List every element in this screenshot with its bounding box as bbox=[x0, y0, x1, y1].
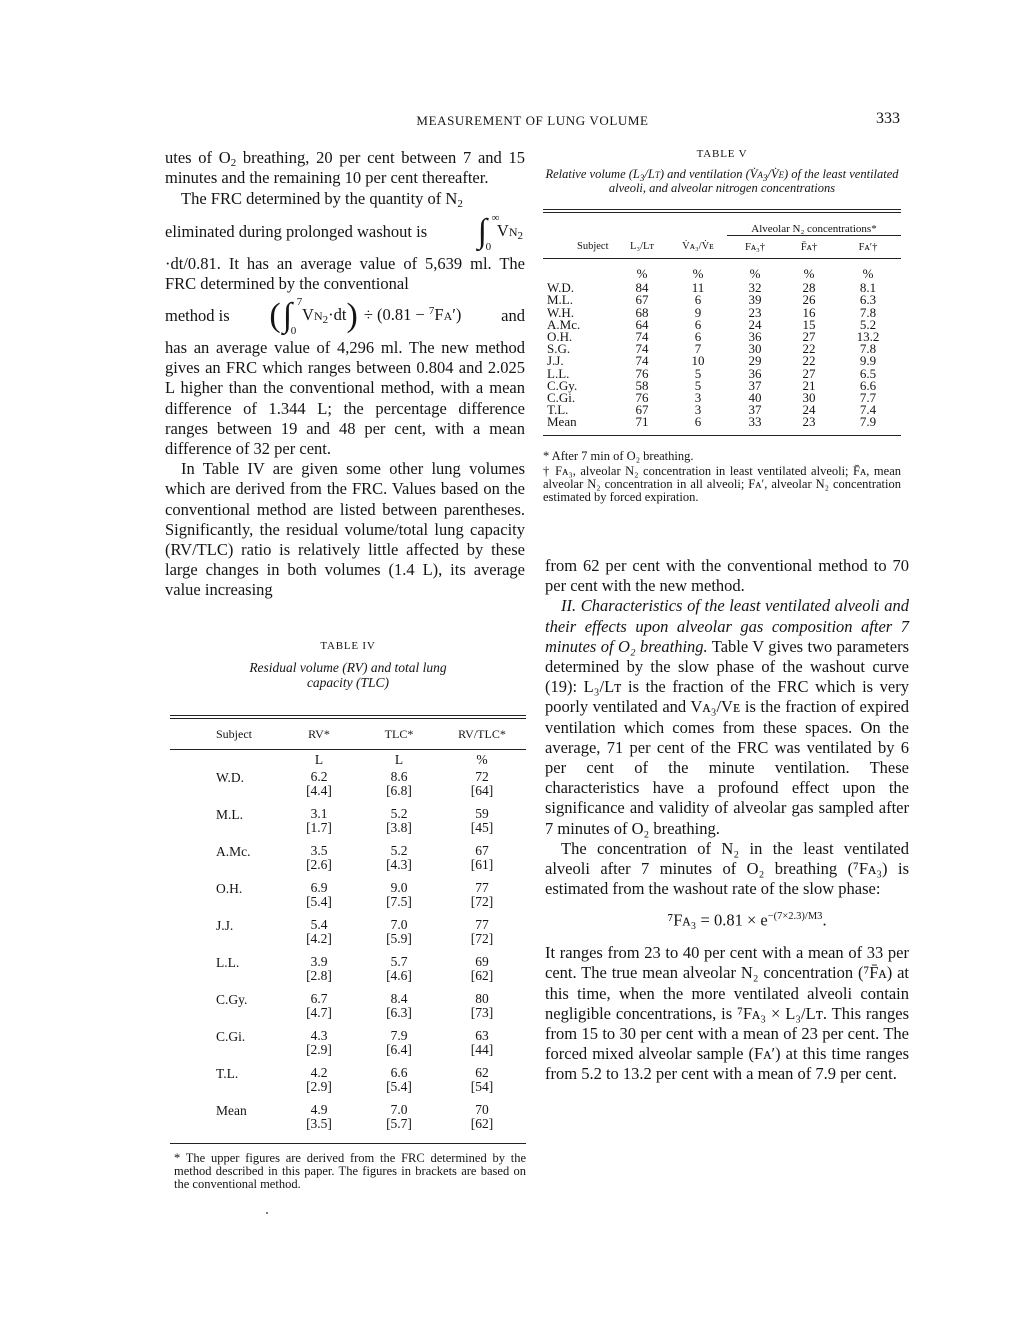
row-subject: J.J. bbox=[216, 918, 234, 933]
column-header: Fᴀ₃† bbox=[744, 241, 766, 253]
page-number: 333 bbox=[876, 110, 900, 127]
cell-value: 4.2 bbox=[310, 1065, 328, 1080]
cell-value: 7.9 bbox=[390, 1028, 408, 1043]
row-subject: T.L. bbox=[216, 1066, 239, 1081]
cell-value: 8.6 bbox=[390, 769, 408, 784]
cell-value: 15 bbox=[802, 316, 816, 332]
section-heading: II. Characteristics of the least ventilated alveoli and their effects upon alveolar gas composition after 7 minutes of O₂ breathing. bbox=[545, 596, 909, 656]
paragraph-frc: The FRC determined by the quantity of $N_2$ bbox=[181, 189, 463, 211]
table-row bbox=[170, 804, 526, 841]
row-subject: A.Mc. bbox=[216, 844, 251, 859]
table-row bbox=[543, 416, 901, 428]
table-cell bbox=[438, 989, 526, 1026]
table-row bbox=[543, 380, 901, 392]
column-header: Subject bbox=[577, 241, 609, 253]
cell-bracket-value: [4.7] bbox=[306, 1004, 332, 1020]
table-row bbox=[543, 280, 901, 294]
table-row bbox=[543, 307, 901, 319]
table-cell bbox=[438, 915, 526, 952]
unit-label: % bbox=[476, 752, 488, 767]
cell-value: 67 bbox=[635, 402, 649, 418]
table-v-body bbox=[543, 259, 901, 429]
cell-value: 6.6 bbox=[390, 1065, 408, 1080]
cell-value: 5 bbox=[694, 377, 702, 393]
table-cell bbox=[278, 1026, 360, 1063]
cell-value: 36 bbox=[748, 365, 762, 381]
cell-value: 59 bbox=[475, 806, 489, 821]
cell-value: 6.9 bbox=[310, 880, 328, 895]
running-title: MEASUREMENT OF LUNG VOLUME bbox=[416, 113, 649, 128]
table-cell bbox=[278, 1063, 360, 1100]
cell-value: 11 bbox=[691, 280, 705, 296]
unit-label: % bbox=[803, 266, 815, 281]
cell-value: 21 bbox=[802, 377, 816, 393]
table-iv-grid bbox=[170, 719, 526, 749]
cell-bracket-value: [2.9] bbox=[306, 1078, 332, 1094]
table-row bbox=[170, 1026, 526, 1063]
cell-value: 9.0 bbox=[390, 880, 408, 895]
table-cell bbox=[278, 841, 360, 878]
table-cell bbox=[278, 767, 360, 804]
unit-label: L bbox=[314, 752, 324, 767]
cell-value: 64 bbox=[635, 316, 649, 332]
row-subject: J.J. bbox=[547, 353, 564, 369]
cell-bracket-value: [64] bbox=[470, 782, 494, 798]
cell-value: 24 bbox=[802, 402, 816, 418]
cell-value: 58 bbox=[635, 377, 649, 393]
cell-value: 8.4 bbox=[390, 991, 408, 1006]
cell-value: 6 bbox=[694, 329, 702, 345]
column-header: RV/TLC* bbox=[458, 726, 506, 741]
table-cell bbox=[360, 952, 438, 989]
cell-bracket-value: [73] bbox=[470, 1004, 494, 1020]
cell-value: 6.3 bbox=[859, 292, 877, 308]
cell-value: 80 bbox=[475, 991, 489, 1006]
row-subject: Mean bbox=[547, 414, 577, 430]
cell-value: 28 bbox=[802, 280, 816, 296]
paragraph-frc-result: has an average value of 4,296 ml. The new method gives an FRC which ranges between 0.804 and 2.025 L higher than the conventional method, with a mean difference of 1.344 L; the percentage difference ranges between 19 and 48 per cent, with a mean difference of 32 per cent. bbox=[165, 338, 525, 459]
cell-bracket-value: [7.5] bbox=[386, 893, 412, 909]
table-row bbox=[543, 404, 901, 416]
cell-value: 72 bbox=[475, 769, 489, 784]
table-cell bbox=[278, 989, 360, 1026]
row-subject: W.D. bbox=[216, 770, 245, 785]
equation-fa3: ⁷Fᴀ₃ = $0.81 \times e^{-(7\times 2.3)/M3}$. bbox=[667, 910, 827, 930]
table-cell bbox=[278, 1100, 360, 1137]
cell-value: 3 bbox=[694, 390, 702, 406]
table-row bbox=[170, 915, 526, 952]
cell-bracket-value: [6.3] bbox=[386, 1004, 412, 1020]
table-cell bbox=[438, 878, 526, 915]
row-subject: O.H. bbox=[547, 329, 573, 345]
table-cell bbox=[360, 878, 438, 915]
column-header: RV* bbox=[308, 726, 330, 741]
table-v-footnote-2: † Fᴀ₃, alveolar N₂ concentration in least ventilated alveoli; F̄ᴀ, mean alveolar N₂ concentration in all alveoli; Fᴀ′, alveolar N₂ concentration estimated by forced expiration. bbox=[543, 463, 901, 504]
cell-value: 8.1 bbox=[859, 280, 877, 296]
table-row bbox=[170, 1100, 526, 1137]
cell-value: 26 bbox=[802, 292, 816, 308]
table-row bbox=[543, 343, 901, 355]
paragraph-continuation-right: from 62 per cent with the conventional method to 70 per cent with the new method. bbox=[545, 556, 909, 596]
row-subject: A.Mc. bbox=[547, 316, 581, 332]
cell-value: 63 bbox=[475, 1028, 489, 1043]
cell-value: 3.1 bbox=[310, 806, 328, 821]
unit-label: % bbox=[692, 266, 704, 281]
cell-value: 7.0 bbox=[390, 917, 408, 932]
paragraph-continuation: utes of $O_2$ breathing, 20 per cent between 7 and 15 minutes and the remaining 10 per cent thereafter. bbox=[165, 148, 525, 188]
table-row bbox=[543, 392, 901, 404]
cell-value: 23 bbox=[802, 414, 816, 430]
cell-value: 71 bbox=[635, 414, 649, 430]
cell-value: 4.3 bbox=[310, 1028, 328, 1043]
cell-value: 76 bbox=[635, 390, 649, 406]
cell-value: 5.7 bbox=[390, 954, 408, 969]
row-subject: C.Gy. bbox=[216, 992, 248, 1007]
cell-value: 69 bbox=[475, 954, 489, 969]
cell-value: 7.0 bbox=[390, 1102, 408, 1117]
left-column-text bbox=[165, 148, 525, 601]
cell-value: 6.5 bbox=[859, 365, 877, 381]
cell-value: 37 bbox=[748, 402, 762, 418]
paragraph-section-ii: II. Characteristics of the least ventilated alveoli and their effects upon alveolar gas composition after 7 minutes of O₂ breathing. Table V gives two parameters determined by the slow phase of the washout curve (19): L₃/Lᴛ is the fraction of the FRC which is very poorly ventilated and Vᴀ₃/Vᴇ is the fraction of expired ventilation which comes from these spaces. On the average, 71 per cent of the FRC was ventilated by 6 per cent of the minute ventilation. These characteristics have a profound effect upon the significance and validity of alveolar gas sampled after 7 minutes of O₂ breathing. bbox=[545, 596, 909, 838]
table-cell bbox=[360, 989, 438, 1026]
cell-bracket-value: [45] bbox=[470, 819, 494, 835]
cell-bracket-value: [4.2] bbox=[306, 930, 332, 946]
unit-label: % bbox=[636, 266, 648, 281]
table-row bbox=[170, 878, 526, 915]
column-header: F̄ᴀ† bbox=[800, 241, 818, 253]
paragraph-table4-intro: In Table IV are given some other lung volumes which are derived from the FRC. Values based on the conventional method are listed between parentheses. Significantly, the residual volume/total lung capacity (RV/TLC) ratio is relatively little affected by these large changes in both volumes (1.4 L), its average value increasing bbox=[165, 459, 525, 600]
cell-value: 32 bbox=[748, 280, 762, 296]
unit-label: L bbox=[394, 752, 404, 767]
cell-value: 30 bbox=[748, 341, 762, 357]
table-cell bbox=[278, 952, 360, 989]
cell-value: 29 bbox=[748, 353, 762, 369]
cell-value: 6 bbox=[694, 316, 702, 332]
cell-value: 23 bbox=[748, 304, 762, 320]
cell-value: 16 bbox=[802, 304, 816, 320]
cell-value: 3.9 bbox=[310, 954, 328, 969]
table-v-label: TABLE V bbox=[696, 148, 748, 160]
row-subject: M.L. bbox=[547, 292, 573, 308]
cell-value: 5 bbox=[694, 365, 702, 381]
table-v-grid bbox=[543, 213, 901, 258]
row-subject: C.Gy. bbox=[547, 377, 578, 393]
row-subject: W.H. bbox=[547, 304, 574, 320]
cell-value: 7.7 bbox=[859, 390, 877, 406]
column-header: TLC* bbox=[384, 726, 414, 741]
cell-bracket-value: [5.4] bbox=[306, 893, 332, 909]
cell-value: 68 bbox=[635, 304, 649, 320]
cell-value: 6 bbox=[694, 292, 702, 308]
cell-bracket-value: [4.6] bbox=[386, 967, 412, 983]
cell-value: 27 bbox=[802, 365, 816, 381]
cell-bracket-value: [4.3] bbox=[386, 856, 412, 872]
table-cell bbox=[438, 1100, 526, 1137]
page-header bbox=[165, 110, 900, 134]
column-header: V̇ᴀ₃/V̇ᴇ bbox=[682, 241, 714, 253]
table-v bbox=[543, 148, 901, 504]
row-subject: T.L. bbox=[547, 402, 569, 418]
table-row bbox=[170, 952, 526, 989]
table-row bbox=[170, 841, 526, 878]
cell-bracket-value: [5.7] bbox=[386, 1115, 412, 1131]
group-header: Alveolar N₂ concentrations* bbox=[727, 213, 901, 236]
table-row bbox=[543, 368, 901, 380]
table-cell bbox=[438, 767, 526, 804]
cell-bracket-value: [2.8] bbox=[306, 967, 332, 983]
cell-value: 67 bbox=[635, 292, 649, 308]
cell-value: 24 bbox=[748, 316, 762, 332]
table-cell bbox=[360, 915, 438, 952]
cell-value: 84 bbox=[635, 280, 649, 296]
paragraph-concentration: The concentration of N₂ in the least ventilated alveoli after 7 minutes of O₂ breathing (⁷Fᴀ₃) is estimated from the washout rate of the slow phase: bbox=[545, 838, 909, 899]
table-row bbox=[543, 319, 901, 331]
cell-value: 33 bbox=[748, 414, 762, 430]
cell-value: 70 bbox=[475, 1102, 489, 1117]
cell-value: 76 bbox=[635, 365, 649, 381]
cell-bracket-value: [1.7] bbox=[306, 819, 332, 835]
row-subject: C.Gi. bbox=[216, 1029, 246, 1044]
cell-bracket-value: [5.9] bbox=[386, 930, 412, 946]
table-v-title: Relative volume $(L_3/LT)$ and ventilation $(V̇A_3/V̇E)$ of the least ventilated alveoli, and alveolar nitrogen concentrations bbox=[545, 167, 899, 195]
cell-value: 37 bbox=[748, 377, 762, 393]
unit-label: % bbox=[862, 266, 874, 281]
cell-value: 36 bbox=[748, 329, 762, 345]
column-header: L₃/Lᴛ bbox=[630, 241, 654, 253]
cell-bracket-value: [5.4] bbox=[386, 1078, 412, 1094]
cell-value: 77 bbox=[475, 880, 489, 895]
cell-value: 9 bbox=[694, 304, 702, 320]
cell-value: 7.4 bbox=[859, 402, 877, 418]
table-row bbox=[543, 294, 901, 306]
cell-value: 5.2 bbox=[390, 843, 408, 858]
table-iv-title: Residual volume (RV) and total lung capacity (TLC) bbox=[249, 660, 447, 690]
cell-value: 10 bbox=[691, 353, 705, 369]
integral-sign: ∫ ∞ 0 bbox=[477, 211, 500, 253]
cell-bracket-value: [2.6] bbox=[306, 856, 332, 872]
cell-value: 27 bbox=[802, 329, 816, 345]
cell-value: 6 bbox=[694, 414, 702, 430]
paragraph-frc-continued: ·dt/0.81. It has an average value of 5,639 ml. The FRC determined by the conventional bbox=[165, 253, 525, 293]
cell-bracket-value: [4.4] bbox=[306, 782, 332, 798]
table-row bbox=[543, 331, 901, 343]
cell-bracket-value: [54] bbox=[470, 1078, 494, 1094]
table-cell bbox=[438, 1063, 526, 1100]
cell-bracket-value: [3.5] bbox=[306, 1115, 332, 1131]
integral-sign-2: ∫ 7 0 bbox=[282, 296, 303, 338]
cell-value: 9.9 bbox=[859, 353, 877, 369]
cell-value: 3.5 bbox=[310, 843, 328, 858]
table-cell bbox=[360, 767, 438, 804]
cell-bracket-value: [62] bbox=[470, 967, 494, 983]
stray-mark bbox=[266, 1212, 268, 1214]
cell-value: 6.2 bbox=[310, 769, 328, 784]
table-row bbox=[543, 355, 901, 367]
table-row bbox=[170, 989, 526, 1026]
cell-value: 5.2 bbox=[859, 316, 877, 332]
table-cell bbox=[278, 804, 360, 841]
cell-value: 7.8 bbox=[859, 304, 877, 320]
unit-label: % bbox=[749, 266, 761, 281]
table-v-footnote-1: * After 7 min of O₂ breathing. bbox=[543, 448, 694, 463]
row-subject: O.H. bbox=[216, 881, 243, 896]
row-subject: L.L. bbox=[547, 365, 570, 381]
column-header: Fᴀ′† bbox=[858, 241, 878, 253]
row-subject: C.Gi. bbox=[547, 390, 576, 406]
table-cell bbox=[438, 1026, 526, 1063]
cell-bracket-value: [72] bbox=[470, 930, 494, 946]
row-subject: M.L. bbox=[216, 807, 243, 822]
cell-value: 74 bbox=[635, 329, 649, 345]
cell-bracket-value: [72] bbox=[470, 893, 494, 909]
cell-value: 62 bbox=[475, 1065, 489, 1080]
cell-value: 3 bbox=[694, 402, 702, 418]
cell-value: 30 bbox=[802, 390, 816, 406]
table-iv-body bbox=[170, 750, 526, 1137]
cell-value: 4.9 bbox=[310, 1102, 328, 1117]
cell-value: 40 bbox=[748, 390, 762, 406]
cell-value: 7.9 bbox=[859, 414, 877, 430]
row-subject: L.L. bbox=[216, 955, 240, 970]
cell-value: 7.8 bbox=[859, 341, 877, 357]
row-subject: Mean bbox=[216, 1103, 247, 1118]
cell-value: 22 bbox=[802, 353, 816, 369]
cell-bracket-value: [62] bbox=[470, 1115, 494, 1131]
table-iv-label: TABLE IV bbox=[320, 640, 376, 652]
table-row bbox=[170, 767, 526, 804]
table-cell bbox=[360, 1063, 438, 1100]
cell-value: 6.6 bbox=[859, 377, 877, 393]
cell-value: 7 bbox=[694, 341, 702, 357]
cell-value: 5.4 bbox=[310, 917, 328, 932]
cell-bracket-value: [61] bbox=[470, 856, 494, 872]
table-iv bbox=[170, 640, 526, 1191]
table-cell bbox=[360, 841, 438, 878]
table-iv-footnote: * The upper figures are derived from the FRC determined by the method described in this paper. The figures in brackets are based on the conventional method. bbox=[174, 1151, 526, 1191]
frc-integral-line: eliminated during prolonged washout is ∫ ∞ 0 $VN_2$ bbox=[165, 211, 523, 253]
table-cell bbox=[360, 1026, 438, 1063]
cell-bracket-value: [2.9] bbox=[306, 1041, 332, 1057]
column-header: Subject bbox=[216, 726, 252, 741]
cell-value: 74 bbox=[635, 353, 649, 369]
cell-value: 5.2 bbox=[390, 806, 408, 821]
cell-value: 22 bbox=[802, 341, 816, 357]
right-column-text bbox=[545, 556, 909, 1085]
table-cell bbox=[360, 804, 438, 841]
table-cell bbox=[278, 878, 360, 915]
cell-value: 39 bbox=[748, 292, 762, 308]
cell-bracket-value: [6.4] bbox=[386, 1041, 412, 1057]
cell-value: 13.2 bbox=[856, 329, 880, 345]
table-cell bbox=[438, 841, 526, 878]
table-row bbox=[170, 1063, 526, 1100]
cell-bracket-value: [3.8] bbox=[386, 819, 412, 835]
cell-bracket-value: [6.8] bbox=[386, 782, 412, 798]
row-subject: W.D. bbox=[547, 280, 574, 296]
cell-value: 67 bbox=[475, 843, 489, 858]
table-cell bbox=[438, 952, 526, 989]
table-cell bbox=[360, 1100, 438, 1137]
cell-bracket-value: [44] bbox=[470, 1041, 494, 1057]
cell-value: 6.7 bbox=[310, 991, 328, 1006]
table-cell bbox=[278, 915, 360, 952]
cell-value: 77 bbox=[475, 917, 489, 932]
table-cell bbox=[438, 804, 526, 841]
row-subject: S.G. bbox=[547, 341, 571, 357]
cell-value: 74 bbox=[635, 341, 649, 357]
conventional-method-line: method is ( ∫ 7 0 $VN_2\cdot dt$ ) ÷ (0.81 − $^7$FA′) and bbox=[165, 296, 525, 338]
paragraph-range: It ranges from 23 to 40 per cent with a mean of 33 per cent. The true mean alveolar N₂ concentration (⁷F̄ᴀ) at this time, when the more ventilated alveoli contain negligible concentrations, is ⁷Fᴀ₃ × L₃/Lᴛ. This ranges from 15 to 30 per cent with a mean of 23 per cent. The forced mixed alveolar sample (Fᴀ′) at this time ranges from 5.2 to 13.2 per cent with a mean of 7.9 per cent. bbox=[545, 943, 909, 1084]
